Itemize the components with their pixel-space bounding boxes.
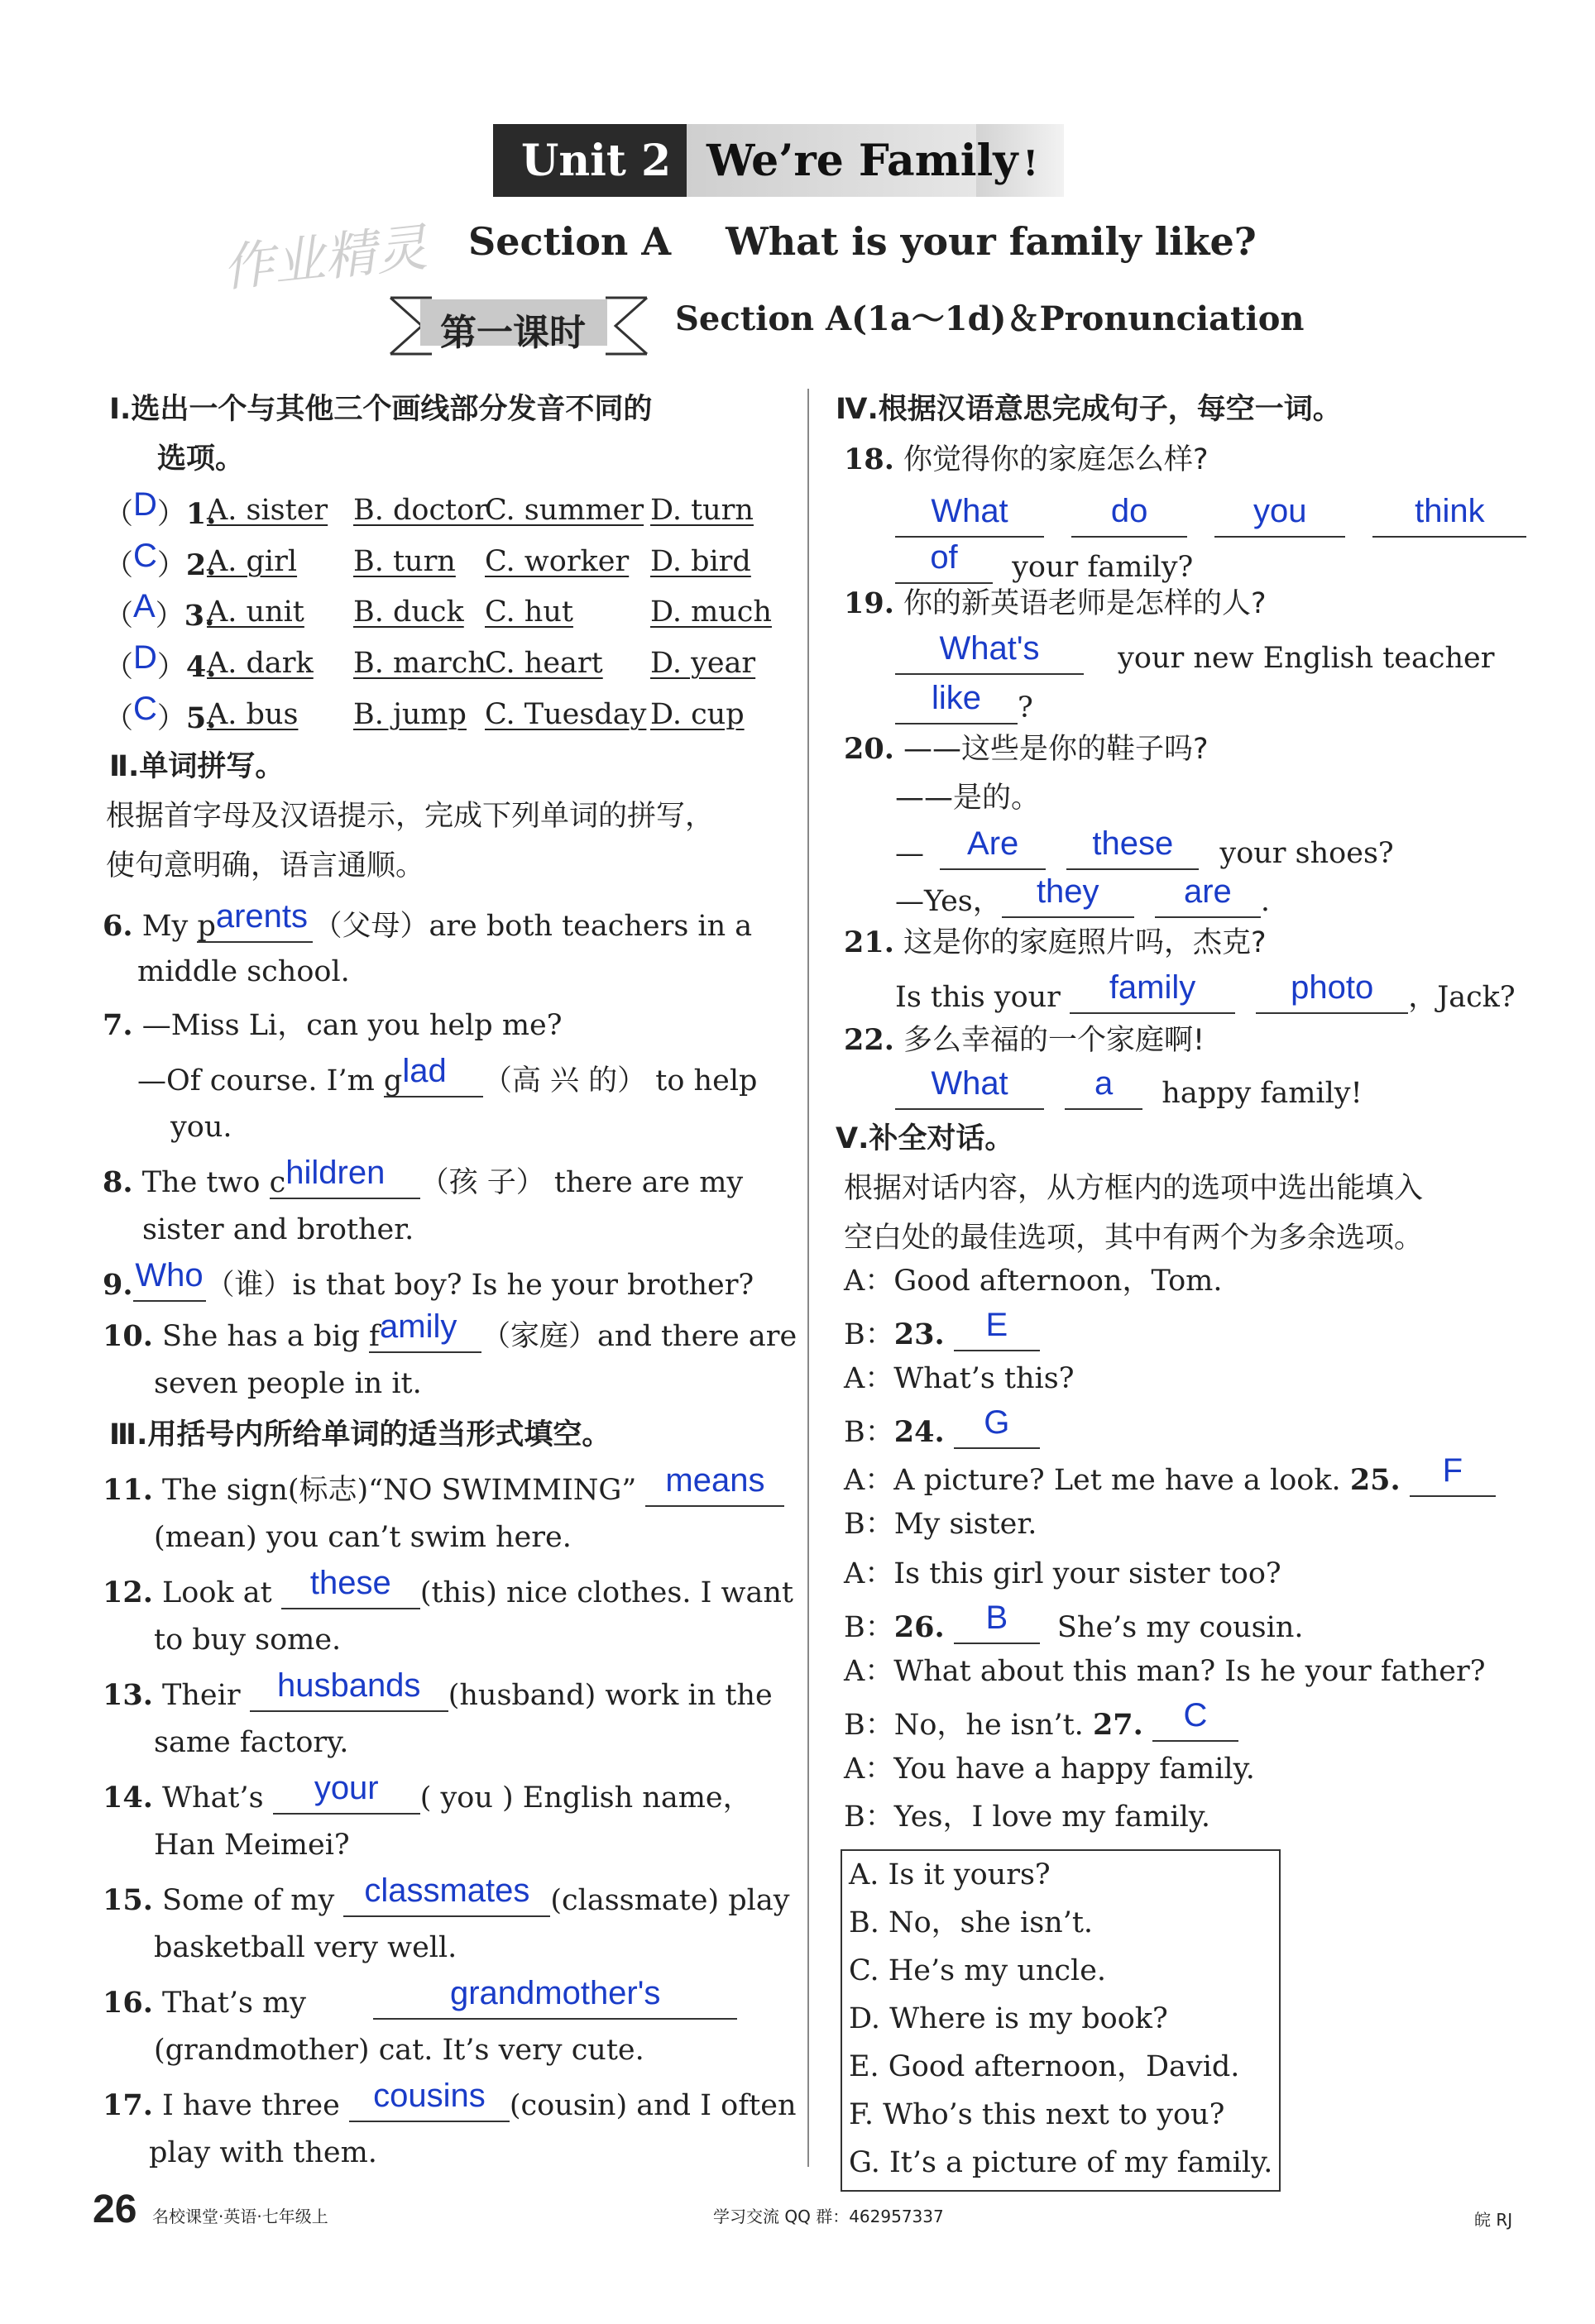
q-text: I have three: [162, 2089, 349, 2122]
question-22: [844, 1023, 1205, 1057]
mc-option-a: A. dark: [207, 647, 314, 680]
question-14-line2: Han Meimei?: [154, 1829, 350, 1862]
dialogue-line: A：You have a happy family.: [844, 1753, 1255, 1786]
answer-text: do: [1110, 493, 1148, 529]
section-label: Section A: [468, 219, 672, 264]
mc-answer: D: [133, 639, 157, 676]
mc-option-b: B. doctor: [353, 494, 488, 527]
q-text: She has a big: [162, 1320, 370, 1353]
question-20: [844, 734, 1209, 764]
question-13: [103, 1667, 773, 1712]
question-15-line2: basketball very well.: [154, 1931, 457, 1964]
part2-intro-1: 根据首字母及汉语提示，完成下列单词的拼写，: [106, 800, 715, 833]
option-item: E. Good afternoon，David.: [849, 2050, 1240, 2083]
question-12-line2: to buy some.: [154, 1623, 342, 1657]
dialogue-line: [844, 1452, 1496, 1497]
q-text: Look at: [162, 1576, 281, 1609]
mc-item: （A）3.: [104, 588, 215, 633]
question-18-answers: [895, 493, 1526, 538]
part1-heading: Ⅰ.选出一个与其他三个画线部分发音不同的: [109, 393, 653, 426]
answer-text: arents: [215, 898, 309, 935]
dialogue-text: She’s my cousin.: [1056, 1611, 1304, 1644]
dialogue-text: B：No，he isn’t.: [844, 1709, 1093, 1742]
first-letter: g: [383, 1064, 403, 1097]
question-17-line2: play with them.: [149, 2136, 377, 2169]
q-text: （谁）is that boy? Is he your brother?: [205, 1269, 754, 1302]
q-text: Some of my: [162, 1884, 344, 1917]
question-17: [103, 2078, 797, 2122]
answer-text: C: [1183, 1697, 1208, 1733]
answer-text: like: [931, 680, 982, 716]
answer-text: are: [1183, 873, 1232, 910]
q-hint: （父母）are both teachers in a: [313, 910, 753, 943]
part2-heading: Ⅱ.单词拼写。: [109, 750, 285, 783]
answer-text: Are: [967, 825, 1019, 862]
dialogue-line: A：Is this girl your sister too?: [844, 1557, 1281, 1590]
item-number: 13.: [103, 1678, 153, 1712]
q-text: your family?: [1012, 551, 1194, 584]
unit-title-mark: !: [1023, 143, 1038, 184]
question-6: [103, 898, 753, 943]
item-number: 19.: [844, 586, 894, 620]
q-text: —Miss Li，can you help me?: [141, 1009, 563, 1042]
unit-banner: [493, 124, 1064, 197]
answer-text: Who: [135, 1257, 204, 1294]
first-letter: c: [269, 1166, 286, 1199]
q-text: (this) nice clothes. I want: [419, 1576, 793, 1609]
q-text: The two: [141, 1166, 270, 1199]
question-19-line3: [895, 680, 1033, 724]
answer-blank[interactable]: [133, 1257, 206, 1302]
answer-blank[interactable]: [373, 1975, 737, 2020]
answer-blank[interactable]: [895, 1065, 1044, 1110]
answer-blank[interactable]: [1214, 493, 1345, 538]
answer-text: classmates: [364, 1872, 530, 1909]
question-15: [103, 1872, 790, 1917]
mc-option-b: B. turn: [353, 545, 456, 578]
first-letter: p: [197, 910, 216, 943]
first-letter: f: [369, 1320, 380, 1353]
answer-text: F: [1442, 1452, 1463, 1489]
part5-intro-1: 根据对话内容，从方框内的选项中选出能填入: [844, 1172, 1424, 1205]
answer-text: E: [985, 1307, 1008, 1343]
dialogue-text: A：A picture? Let me have a look.: [844, 1464, 1350, 1497]
answer-blank[interactable]: [269, 1155, 420, 1199]
answer-blank[interactable]: [895, 680, 1018, 724]
question-16: [103, 1975, 737, 2020]
mc-option-c: C. worker: [485, 545, 630, 578]
answer-text: of: [930, 539, 958, 576]
answer-text: means: [665, 1462, 765, 1499]
answer-text: they: [1036, 873, 1099, 910]
question-8: [103, 1155, 744, 1199]
mc-item: （D）4.: [104, 639, 217, 684]
question-20-cn2: ——是的。: [895, 782, 1041, 815]
mc-option-c: C. Tuesday: [485, 698, 647, 731]
section-heading: [468, 219, 1257, 264]
dialogue-line: [844, 1697, 1238, 1742]
item-number: 11.: [103, 1473, 153, 1507]
q-text: (classmate) play: [550, 1884, 790, 1917]
answer-blank[interactable]: [343, 1872, 550, 1917]
speaker: B：: [844, 1416, 894, 1449]
item-number: 6.: [103, 909, 133, 943]
item-number: 1.: [185, 497, 217, 531]
part2-intro-2: 使句意明确，语言通顺。: [106, 849, 425, 882]
unit-title: [706, 136, 1038, 186]
mc-answer: C: [133, 538, 157, 574]
mc-option-d: D. much: [650, 595, 772, 629]
answer-blank[interactable]: [197, 898, 313, 943]
question-19: [844, 586, 1267, 620]
dialogue-line: B：My sister.: [844, 1508, 1037, 1541]
answer-text: photo: [1291, 969, 1374, 1006]
answer-blank[interactable]: [1066, 825, 1199, 870]
qq-group: 学习交流 QQ 群：462957337: [713, 2207, 944, 2226]
mc-option-a: A. sister: [207, 494, 328, 527]
q-text: —: [895, 837, 924, 870]
mc-option-a: A. girl: [207, 545, 298, 578]
part4-heading: Ⅳ.根据汉语意思完成句子，每空一词。: [836, 393, 1342, 426]
column-divider: [807, 389, 809, 2167]
q-text: (cousin) and I often: [509, 2089, 797, 2122]
mc-option-d: D. cup: [650, 698, 745, 731]
item-number: 8.: [103, 1165, 133, 1199]
question-18-line3: [895, 539, 1194, 584]
question-16-line2: (grandmother) cat. It’s very cute.: [154, 2034, 644, 2067]
answer-blank[interactable]: [349, 2078, 510, 2122]
dialogue-line: B：Yes，I love my family.: [844, 1800, 1211, 1834]
dialogue-line: [844, 1404, 1040, 1449]
question-7-reply: [137, 1053, 758, 1097]
q-hint: （高 兴 的） to help: [482, 1064, 758, 1097]
edition-label: 皖 RJ: [1474, 2210, 1513, 2230]
item-number: 21.: [844, 925, 894, 959]
item-number: 20.: [844, 732, 894, 766]
q-text: Is this your: [895, 981, 1071, 1014]
answer-blank[interactable]: [1410, 1452, 1496, 1497]
item-number: 15.: [103, 1883, 153, 1917]
mc-answer: D: [133, 486, 157, 523]
item-number: 2.: [185, 548, 217, 582]
part5-heading: Ⅴ.补全对话。: [836, 1122, 1014, 1155]
question-8-line2: sister and brother.: [142, 1213, 414, 1246]
answer-blank[interactable]: [895, 539, 993, 584]
q-text: your new English teacher: [1118, 642, 1495, 675]
mc-option-b: B. duck: [353, 595, 464, 629]
answer-blank[interactable]: [940, 825, 1046, 870]
question-20-line4: [895, 873, 1271, 918]
item-number: 12.: [103, 1576, 153, 1609]
dialogue-line: [844, 1600, 1304, 1644]
answer-blank[interactable]: [954, 1307, 1040, 1351]
q-text: (husband) work in the: [448, 1679, 773, 1712]
q-text: My: [141, 910, 198, 943]
mc-option-b: B. jump: [353, 698, 467, 731]
item-number: 24.: [893, 1415, 945, 1449]
question-22-line2: [895, 1065, 1363, 1110]
answer-text: What's: [939, 630, 1040, 667]
unit-number: Unit 2: [521, 136, 672, 186]
section-question: What is your family like?: [726, 219, 1257, 264]
answer-text: your: [314, 1770, 379, 1806]
item-number: 22.: [844, 1023, 894, 1057]
question-10-line2: seven people in it.: [154, 1367, 422, 1400]
q-hint: （孩 子） there are my: [419, 1166, 744, 1199]
mc-option-d: D. turn: [650, 494, 754, 527]
answer-blank[interactable]: [1070, 969, 1235, 1014]
mc-option-d: D. bird: [650, 545, 751, 578]
question-20-line3: [895, 825, 1394, 870]
answer-blank[interactable]: [954, 1404, 1040, 1449]
mc-item: （D）1.: [104, 486, 217, 531]
answer-text: B: [985, 1600, 1008, 1636]
dialogue-line: [844, 1307, 1040, 1351]
answer-text: grandmother's: [449, 1975, 661, 2011]
item-number: 4.: [185, 650, 217, 684]
answer-text: cousins: [373, 2078, 486, 2114]
option-item: D. Where is my book?: [849, 2002, 1168, 2035]
speaker: B：: [844, 1318, 894, 1351]
item-number: 17.: [103, 2088, 153, 2122]
q-text: What’s: [162, 1781, 273, 1815]
answer-text: What: [931, 493, 1008, 529]
q-text: Their: [162, 1679, 250, 1712]
unit-title-text: We’re Family: [706, 136, 1018, 186]
speaker: B：: [844, 1611, 894, 1644]
answer-blank[interactable]: [645, 1462, 784, 1507]
part5-intro-2: 空白处的最佳选项，其中有两个为多余选项。: [844, 1222, 1424, 1255]
watermark: 作业精灵: [219, 217, 430, 299]
dialogue-line: A：Good afternoon，Tom.: [844, 1265, 1223, 1298]
answer-blank[interactable]: [1065, 1065, 1142, 1110]
question-18: [844, 442, 1209, 476]
answer-blank[interactable]: [273, 1770, 420, 1815]
lesson-tag-text: 第一课时: [440, 312, 586, 354]
answer-blank[interactable]: [281, 1565, 420, 1609]
question-14: [103, 1770, 752, 1815]
option-item: A. Is it yours?: [849, 1858, 1051, 1891]
book-title: 名校课堂·英语·七年级上: [152, 2207, 328, 2226]
question-7-line3: you.: [170, 1111, 232, 1144]
question-11: [103, 1462, 784, 1507]
answer-text: amily: [380, 1308, 457, 1345]
answer-text: think: [1415, 493, 1485, 529]
q-hint: （家庭）and there are: [481, 1320, 798, 1353]
item-number: 18.: [844, 442, 894, 476]
q-chinese: 你觉得你的家庭怎么样?: [903, 443, 1209, 476]
item-number: 5.: [185, 701, 217, 735]
q-chinese: ——这些是你的鞋子吗?: [903, 733, 1209, 766]
question-21-line2: [895, 969, 1516, 1014]
item-number: 25.: [1349, 1463, 1401, 1497]
answer-blank[interactable]: [895, 630, 1084, 675]
answer-text: husbands: [276, 1667, 421, 1704]
q-text: ，Jack?: [1408, 981, 1516, 1014]
option-item: C. He’s my uncle.: [849, 1954, 1107, 1987]
answer-text: lad: [402, 1053, 447, 1089]
answer-blank[interactable]: [1256, 969, 1408, 1014]
mc-option-a: A. unit: [207, 595, 304, 629]
q-text: your shoes?: [1219, 837, 1394, 870]
option-item: B. No，she isn’t.: [849, 1906, 1094, 1939]
answer-blank[interactable]: [1002, 873, 1134, 918]
q-text: The sign(标志)“NO SWIMMING”: [162, 1474, 637, 1507]
answer-text: family: [1109, 969, 1196, 1006]
mc-option-c: C. hut: [485, 595, 573, 629]
answer-blank[interactable]: [250, 1667, 448, 1712]
q-text: —Of course. I’m: [137, 1064, 384, 1097]
q-chinese: 这是你的家庭照片吗，杰克?: [903, 926, 1267, 959]
question-11-line2: (mean) you can’t swim here.: [154, 1521, 572, 1554]
answer-text: G: [984, 1404, 1010, 1441]
answer-blank[interactable]: [1071, 493, 1187, 538]
lesson-tag: [382, 296, 655, 357]
option-item: G. It’s a picture of my family.: [849, 2146, 1273, 2179]
answer-blank[interactable]: [1152, 1697, 1238, 1742]
q-chinese: 多么幸福的一个家庭啊!: [903, 1024, 1205, 1057]
page-number: 26: [93, 2188, 137, 2231]
q-text: .: [1260, 885, 1271, 918]
item-number: 27.: [1092, 1708, 1143, 1742]
answer-text: these: [309, 1565, 391, 1601]
mc-option-d: D. year: [650, 647, 756, 680]
q-text: ?: [1018, 691, 1033, 724]
answer-blank[interactable]: [954, 1600, 1040, 1644]
answer-text: hildren: [285, 1155, 386, 1191]
question-21: [844, 925, 1267, 959]
q-text: ( you ) English name，: [419, 1781, 752, 1815]
dialogue-line: A：What about this man? Is he your father?: [844, 1655, 1486, 1688]
question-10: [103, 1308, 798, 1353]
dialogue-line: A：What’s this?: [844, 1362, 1075, 1395]
options-box: [841, 1849, 1281, 2192]
option-item: F. Who’s this next to you?: [849, 2098, 1225, 2131]
item-number: 9.: [103, 1268, 133, 1302]
answer-blank[interactable]: [1155, 873, 1261, 918]
answer-blank[interactable]: [895, 493, 1044, 538]
item-number: 14.: [103, 1781, 153, 1815]
answer-text: a: [1094, 1065, 1114, 1102]
q-chinese: 你的新英语老师是怎样的人?: [903, 587, 1267, 620]
question-12: [103, 1565, 793, 1609]
item-number: 3.: [184, 599, 215, 633]
mc-item: （C）5.: [104, 691, 217, 735]
q-text: happy family!: [1162, 1077, 1363, 1110]
mc-option-a: A. bus: [207, 698, 299, 731]
mc-item: （C）2.: [104, 538, 217, 582]
mc-answer: C: [133, 691, 157, 727]
answer-text: you: [1253, 493, 1307, 529]
mc-answer: A: [133, 588, 156, 624]
question-7: [103, 1008, 563, 1042]
item-number: 10.: [103, 1319, 153, 1353]
item-number: 16.: [103, 1986, 153, 2020]
item-number: 7.: [103, 1008, 133, 1042]
mc-option-c: C. heart: [485, 647, 603, 680]
question-19-line2: [895, 630, 1495, 675]
answer-blank[interactable]: [369, 1308, 481, 1353]
q-text: That’s my: [162, 1987, 316, 2020]
item-number: 26.: [893, 1610, 945, 1644]
mc-option-c: C. summer: [485, 494, 644, 527]
question-6-line2: middle school.: [137, 955, 350, 988]
question-13-line2: same factory.: [154, 1726, 349, 1759]
answer-blank[interactable]: [1372, 493, 1526, 538]
part1-heading-2: 选项。: [157, 442, 245, 476]
answer-text: What: [931, 1065, 1008, 1102]
part3-heading: Ⅲ.用括号内所给单词的适当形式填空。: [109, 1418, 611, 1451]
answer-blank[interactable]: [383, 1053, 483, 1097]
answer-text: these: [1092, 825, 1174, 862]
lesson-subtitle: Section A(1a～1d)＆Pronunciation: [675, 299, 1305, 338]
item-number: 23.: [893, 1317, 945, 1351]
question-9: [103, 1257, 754, 1302]
q-text: —Yes，: [895, 885, 1002, 918]
mc-option-b: B. march: [353, 647, 486, 680]
